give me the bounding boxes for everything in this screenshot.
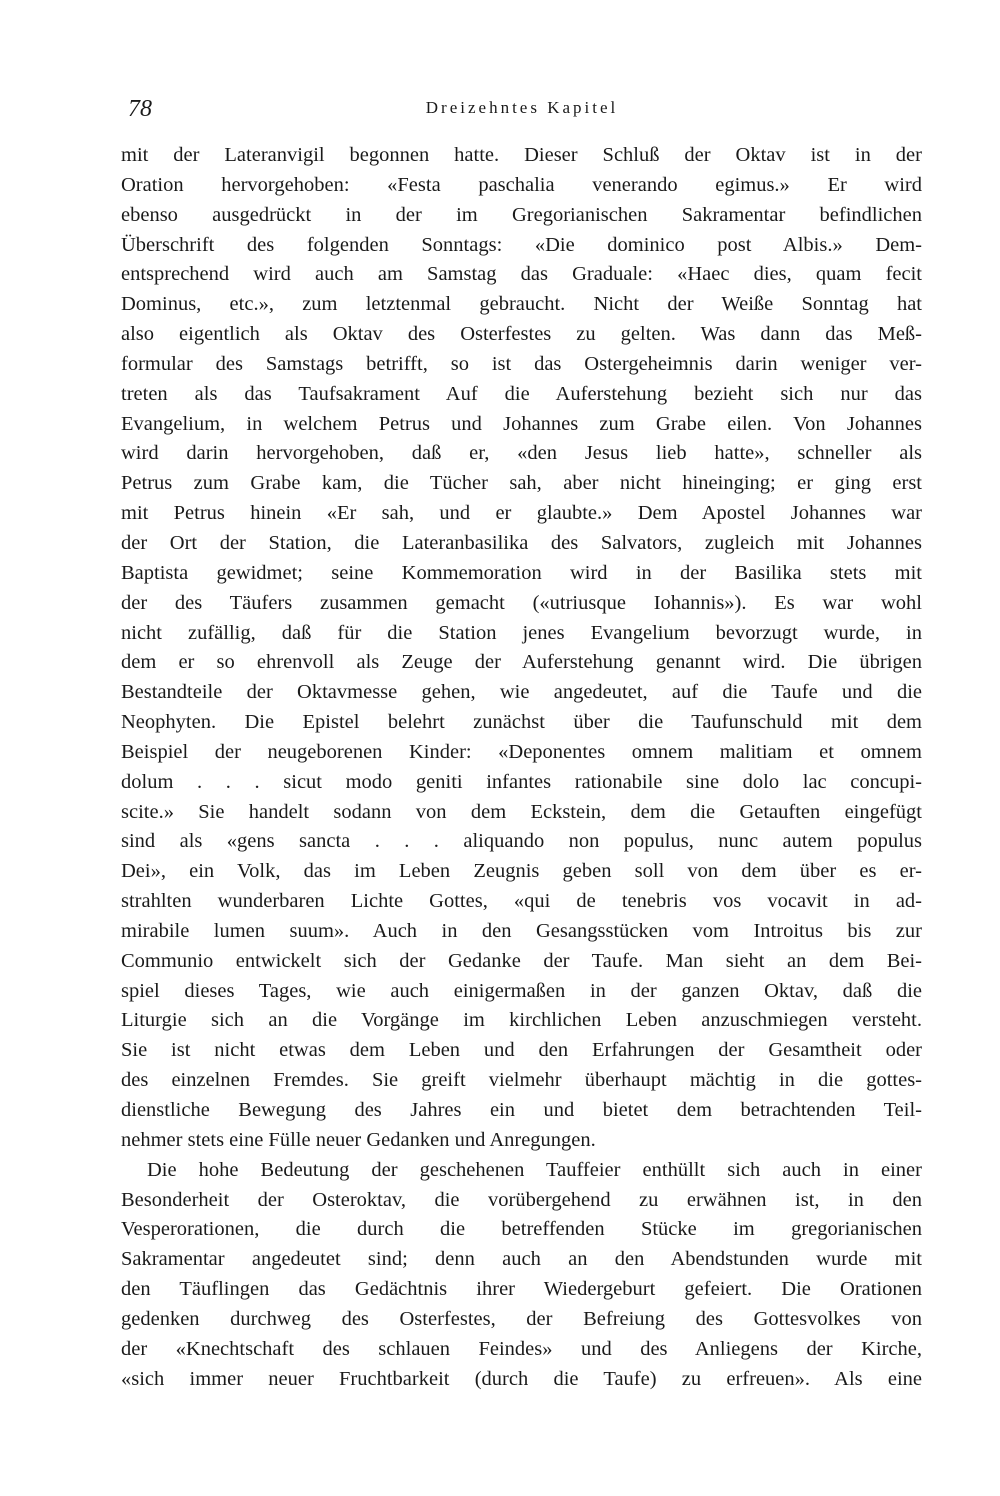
text-line: nicht zufällig, daß für die Station jenes Evangelium bevorzugt wurde, in [121, 621, 922, 644]
text-line: Evangelium, in welchem Petrus und Johannes zum Grabe eilen. Von Johannes [121, 412, 922, 435]
text-line: entsprechend wird auch am Samstag das Graduale: «Haec dies, quam fecit [121, 263, 922, 286]
text-line: Dominus, etc.», zum letztenmal gebraucht. Nicht der Weiße Sonntag hat [121, 293, 922, 316]
text-line: gedenken durchweg des Osterfestes, der Befreiung des Gottesvolkes von [121, 1307, 922, 1330]
text-line: wird darin hervorgehoben, daß er, «den Jesus lieb hatte», schneller als [121, 442, 922, 465]
text-line: Oration hervorgehoben: «Festa paschalia venerando egimus.» Er wird [121, 173, 922, 196]
text-line: dem er so ehrenvoll als Zeuge der Auferstehung genannt wird. Die übrigen [121, 651, 922, 674]
text-line: ebenso ausgedrückt in der im Gregorianischen Sakramentar befindlichen [121, 203, 922, 226]
text-line: dienstliche Bewegung des Jahres ein und bietet dem betrachtenden Teil- [121, 1099, 922, 1121]
page-number: 78 [128, 96, 152, 122]
text-line: Communio entwickelt sich der Gedanke der Taufe. Man sieht an dem Bei- [121, 949, 922, 972]
text-line: mirabile lumen suum». Auch in den Gesangsstücken vom Introitus bis zur [121, 919, 922, 942]
text-line: Besonderheit der Osteroktav, die vorübergehend zu erwähnen ist, in den [121, 1188, 922, 1211]
text-line: mit der Lateranvigil begonnen hatte. Dieser Schluß der Oktav ist in der [121, 144, 922, 166]
text-line: «sich immer neuer Fruchtbarkeit (durch die Taufe) zu erfreuen». Als eine [121, 1367, 922, 1390]
text-line: Bestandteile der Oktavmesse gehen, wie angedeutet, auf die Taufe und die [121, 681, 922, 704]
text-line: nehmer stets eine Fülle neuer Gedanken und Anregungen. [121, 1128, 596, 1151]
running-head [124, 96, 920, 122]
text-line: Überschrift des folgenden Sonntags: «Die dominico post Albis.» Dem- [121, 233, 922, 256]
text-line: Beispiel der neugeborenen Kinder: «Deponentes omnem malitiam et omnem [121, 740, 922, 763]
text-line: sind als «gens sancta . . . aliquando non populus, nunc autem populus [121, 830, 922, 853]
text-line: strahlten wunderbaren Lichte Gottes, «qui de tenebris vos vocavit in ad- [121, 890, 922, 913]
text-line: der Ort der Station, die Lateranbasilika des Salvators, zugleich mit Johannes [121, 531, 922, 554]
text-line: Liturgie sich an die Vorgänge im kirchlichen Leben anzuschmiegen versteht. [121, 1009, 922, 1032]
text-line: Sie ist nicht etwas dem Leben und den Erfahrungen der Gesamtheit oder [121, 1039, 922, 1062]
text-line: formular des Samstags betrifft, so ist das Ostergeheimnis darin weniger ver- [121, 352, 922, 375]
body-text [121, 141, 922, 1394]
text-line: Vesperorationen, die durch die betreffenden Stücke im gregorianischen [121, 1218, 922, 1241]
text-line: Sakramentar angedeutet sind; denn auch an den Abendstunden wurde mit [121, 1248, 922, 1271]
text-line: Dei», ein Volk, das im Leben Zeugnis geben soll von dem über es er- [121, 860, 922, 883]
paragraph [121, 1156, 922, 1395]
text-line: treten als das Taufsakrament Auf die Auferstehung bezieht sich nur das [121, 382, 922, 405]
text-line: der «Knechtschaft des schlauen Feindes» und des Anliegens der Kirche, [121, 1337, 922, 1360]
text-line: Baptista gewidmet; seine Kommemoration wird in der Basilika stets mit [121, 561, 922, 584]
chapter-title: Dreizehntes Kapitel [425, 98, 619, 117]
paragraph [121, 141, 922, 1156]
text-line: scite.» Sie handelt sodann von dem Eckstein, dem die Getauften eingefügt [121, 800, 922, 823]
text-line: der des Täufers zusammen gemacht («utriusque Iohannis»). Es war wohl [121, 591, 922, 614]
text-line: dolum . . . sicut modo geniti infantes rationabile sine dolo lac concupi- [121, 770, 922, 793]
text-line: also eigentlich als Oktav des Osterfestes zu gelten. Was dann das Meß- [121, 323, 922, 346]
text-line: den Täuflingen das Gedächtnis ihrer Wiedergeburt gefeiert. Die Orationen [121, 1278, 922, 1301]
text-line: Die hohe Bedeutung der geschehenen Tauffeier enthüllt sich auch in einer [147, 1158, 922, 1181]
text-line: spiel dieses Tages, wie auch einigermaßen in der ganzen Oktav, daß die [121, 979, 922, 1002]
text-line: Petrus zum Grabe kam, die Tücher sah, aber nicht hineinging; er ging erst [121, 472, 922, 495]
text-line: mit Petrus hinein «Er sah, und er glaubte.» Dem Apostel Johannes war [121, 502, 922, 525]
text-line: des einzelnen Fremdes. Sie greift vielmehr überhaupt mächtig in die gottes- [121, 1069, 922, 1092]
text-line: Neophyten. Die Epistel belehrt zunächst über die Taufunschuld mit dem [121, 711, 922, 734]
